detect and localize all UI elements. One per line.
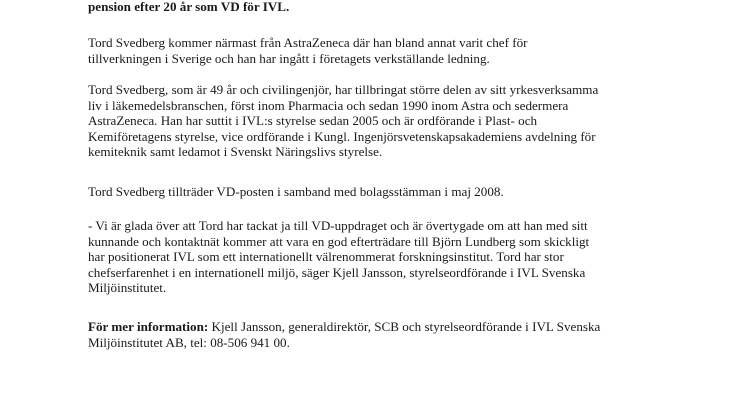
heading-tail xyxy=(88,0,688,15)
paragraph-line: kunnande och kontaktnät kommer att vara en god efterträdare till Björn Lundberg som skickligt xyxy=(88,233,590,249)
paragraph-line: Tord Svedberg, som är 49 år och civilingenjör, har tillbringat större delen av sitt yrkesverksamma xyxy=(88,82,599,97)
paragraph-line: Miljöinstitutet. xyxy=(88,280,167,296)
paragraph-line: liv i läkemedelsbranschen, först inom Pharmacia och sedan 1990 inom Astra och sedermera xyxy=(88,97,569,113)
heading-line: pension efter 20 år som VD för IVL. xyxy=(88,0,290,14)
contact-label: För mer information: xyxy=(88,319,209,334)
paragraph-intro xyxy=(88,35,688,66)
contact-info xyxy=(88,319,688,350)
paragraph-line: - Vi är glada över att Tord har tackat ja till VD-uppdraget och är övertygade om att han med sitt xyxy=(88,218,588,233)
contact-line: Miljöinstitutet AB, tel: 08-506 941 00. xyxy=(88,334,290,350)
paragraph-line: Tord Svedberg kommer närmast från AstraZeneca där han bland annat varit chef för xyxy=(88,35,528,50)
paragraph-line: Kemiföretagens styrelse, vice ordförande i Kungl. Ingenjörsvetenskapsakademiens avdelning för xyxy=(88,128,596,144)
paragraph-line: tillverkningen i Sverige och han har ingått i företagets verkställande ledning. xyxy=(88,50,490,66)
contact-text: Kjell Jansson, generaldirektör, SCB och styrelseordförande i IVL Svenska xyxy=(208,319,601,334)
paragraph-quote xyxy=(88,218,688,296)
paragraph-line: kemiteknik samt ledamot i Svenskt Näringslivs styrelse. xyxy=(88,144,383,160)
paragraph-line: har positionerat IVL som ett internationellt välrenommerat forskningsinstitut. Tord har stor xyxy=(88,249,564,265)
paragraph-background xyxy=(88,82,688,160)
paragraph-start-date xyxy=(88,184,688,200)
contact-line xyxy=(88,319,688,335)
paragraph-line: chefserfarenhet i en internationell miljö, säger Kjell Jansson, styrelseordförande i IVL Svenska xyxy=(88,264,586,280)
paragraph-line: Tord Svedberg tillträder VD-posten i samband med bolagsstämman i maj 2008. xyxy=(88,184,504,199)
paragraph-line: AstraZeneca. Han har suttit i IVL:s styrelse sedan 2005 och är ordförande i Plast- och xyxy=(88,113,538,129)
